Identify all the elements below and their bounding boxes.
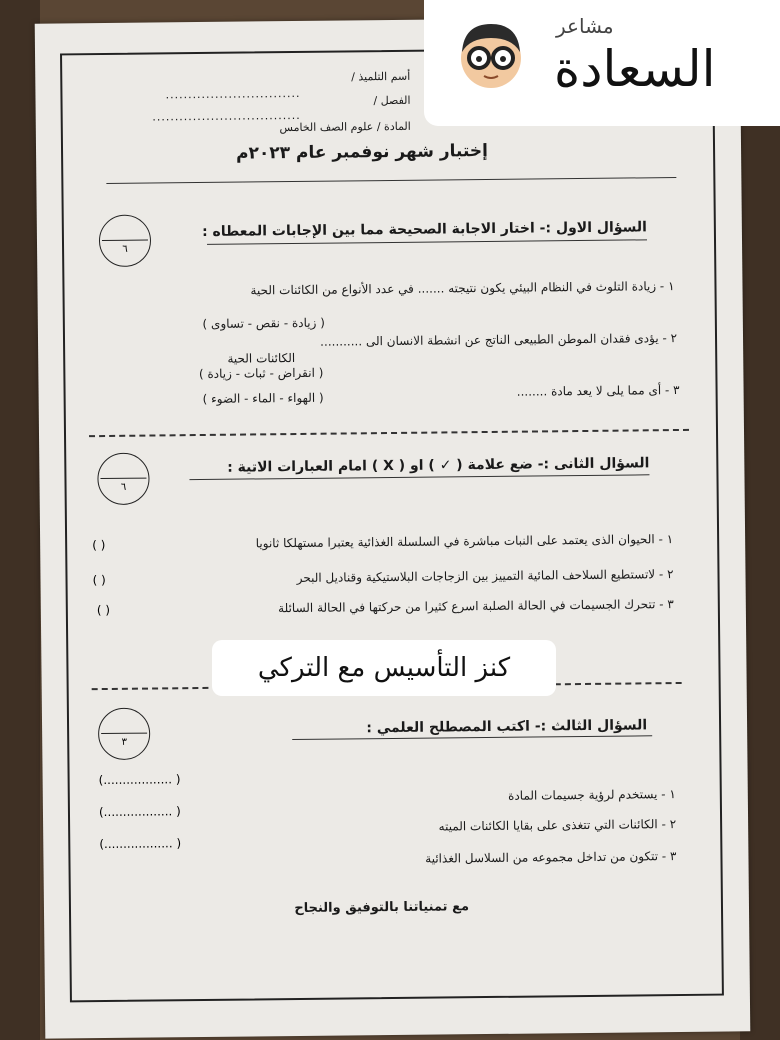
subject-label: المادة / علوم الصف الخامس bbox=[279, 119, 411, 135]
q3-title: السؤال الثالث :- اكتب المصطلح العلمي : bbox=[366, 717, 648, 737]
boy-glasses-icon bbox=[454, 18, 528, 92]
q3-blank-3[interactable]: (.................. ) bbox=[99, 836, 182, 852]
q2-item-3: ٣ - تتحرك الجسيمات في الحالة الصلبة اسرع كثيرا من حركتها في الحالة السائلة bbox=[278, 597, 674, 616]
q1-options-2: ( انقراض - ثبات - زيادة ) bbox=[198, 365, 324, 382]
brand-logo bbox=[424, 0, 780, 126]
q1-options-3: ( الهواء - الماء - الضوء ) bbox=[202, 390, 324, 406]
q1-score: ٦ bbox=[122, 243, 128, 255]
q2-blank-2[interactable]: ( ) bbox=[92, 573, 106, 588]
q3-score-circle bbox=[98, 708, 151, 761]
q3-item-3: ٣ - تتكون من تداخل مجموعه من السلاسل الغذائية bbox=[425, 849, 677, 866]
watermark-caption: كنز التأسيس مع التركي bbox=[212, 640, 556, 696]
q3-item-2: ٢ - الكائنات التي تتغذى على بقايا الكائنات الميته bbox=[438, 817, 677, 834]
logo-title: السعادة bbox=[554, 40, 716, 98]
q2-title: السؤال الثانى :- ضع علامة ( ✓ ) او ( X ) امام العبارات الاتية : bbox=[227, 455, 650, 476]
closing-wishes: مع تمنياتنا بالتوفيق والنجاح bbox=[294, 899, 470, 917]
q1-item-3: ٣ - أى مما يلى لا يعد مادة ........ bbox=[516, 382, 680, 399]
q2-blank-1[interactable]: ( ) bbox=[92, 538, 106, 553]
q3-blank-2[interactable]: (.................. ) bbox=[98, 804, 181, 820]
q2-score: ٦ bbox=[120, 481, 127, 493]
q1-item-2-end: الكائنات الحية bbox=[227, 351, 296, 366]
q1-score-circle bbox=[99, 215, 152, 268]
q1-item-1: ١ - زيادة التلوث في النظام البيئي يكون نتيجته ....... في عدد الأنواع من الكائنات الحية bbox=[250, 279, 675, 298]
class-blank: ................................. bbox=[152, 108, 301, 124]
exam-paper bbox=[35, 16, 751, 1038]
logo-subtitle: مشاعر bbox=[556, 14, 614, 38]
q1-title: السؤال الاول :- اختار الاجابة الصحيحة مما بين الإجابات المعطاه : bbox=[201, 219, 647, 240]
q1-item-2: ٢ - يؤدى فقدان الموطن الطبيعى الناتج عن انشطة الانسان الى ........... bbox=[320, 331, 678, 349]
wood-background-left bbox=[0, 0, 40, 1040]
q1-options-1: ( زيادة - نقص - تساوى ) bbox=[202, 315, 325, 331]
q2-item-1: ١ - الحيوان الذى يعتمد على النبات مباشرة في السلسلة الغذائية يعتبرا مستهلكا ثانويا bbox=[255, 532, 674, 551]
q3-item-1: ١ - يستخدم لرؤية جسيمات المادة bbox=[508, 787, 676, 803]
exam-title: إختبار شهر نوفمبر عام ٢٠٢٣م bbox=[235, 140, 489, 164]
class-label: الفصل / bbox=[373, 93, 411, 108]
q2-item-2: ٢ - لاتستطيع السلاحف المائية التمييز بين الزجاجات البلاستيكية وقناديل البحر bbox=[296, 567, 674, 586]
q2-score-circle bbox=[97, 453, 150, 506]
q3-blank-1[interactable]: (.................. ) bbox=[98, 772, 181, 788]
student-name-label: أسم التلميذ / bbox=[351, 69, 411, 84]
q2-blank-3[interactable]: ( ) bbox=[96, 602, 111, 618]
student-name-blank: .............................. bbox=[165, 86, 301, 102]
q3-score: ٣ bbox=[121, 736, 127, 748]
